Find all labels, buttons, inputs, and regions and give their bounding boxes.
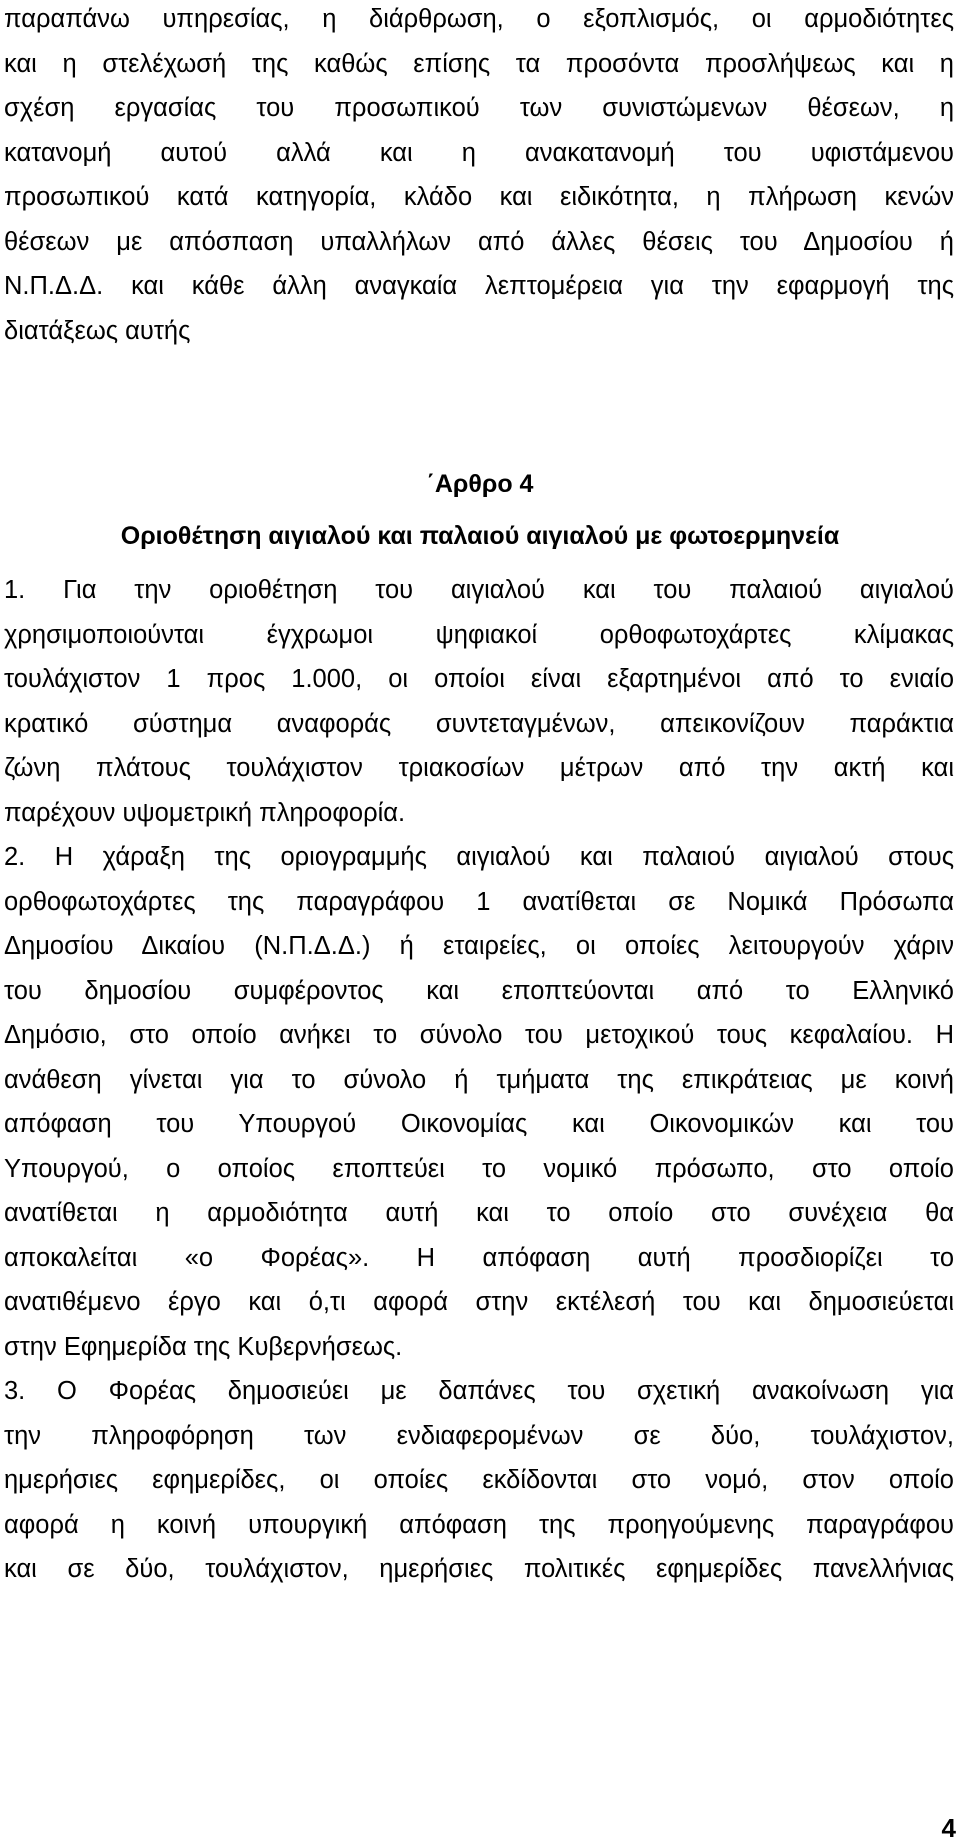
text-line: θέσεων με απόσπαση υπαλλήλων από άλλες θέσεις του Δημοσίου ή (4, 227, 954, 256)
text-line: ορθοφωτοχάρτες της παραγράφου 1 ανατίθεται σε Νομικά Πρόσωπα (4, 887, 954, 916)
text-line: Υπουργού, ο οποίος εποπτεύει το νομικό πρόσωπο, στο οποίο (4, 1154, 954, 1183)
text-line: και η στελέχωσή της καθώς επίσης τα προσόντα προσλήψεως και η (4, 49, 954, 78)
text-line: και σε δύο, τουλάχιστον, ημερήσιες πολιτικές εφημερίδες πανελλήνιας (4, 1555, 954, 1583)
text-line: αποκαλείται «ο Φορέας». Η απόφαση αυτή προσδιορίζει το (4, 1243, 954, 1272)
text-line: αφορά η κοινή υπουργική απόφαση της προηγούμενης παραγράφου (4, 1510, 954, 1539)
text-line: τουλάχιστον 1 προς 1.000, οι οποίοι είναι εξαρτημένοι από το ενιαίο (4, 665, 954, 693)
text-line: 1. Για την οριοθέτηση του αιγιαλού και του παλαιού αιγιαλού (4, 576, 954, 604)
text-line: ανάθεση γίνεται για το σύνολο ή τμήματα της επικράτειας με κοινή (4, 1065, 954, 1094)
text-line: ζώνη πλάτους τουλάχιστον τριακοσίων μέτρων από την ακτή και (4, 754, 954, 782)
text-line: απόφαση του Υπουργού Οικονομίας και Οικονομικών και του (4, 1110, 954, 1138)
text-line: ανατιθέμενο έργο και ό,τι αφορά στην εκτέλεσή του και δημοσιεύεται (4, 1288, 954, 1316)
text-line: 3. Ο Φορέας δημοσιεύει με δαπάνες του σχετική ανακοίνωση για (4, 1377, 954, 1405)
page-number: 4 (941, 1813, 956, 1843)
text-line: σχέση εργασίας του προσωπικού των συνιστώμενων θέσεων, η (4, 94, 954, 122)
intro-paragraph (4, 0, 954, 353)
text-line: την πληροφόρηση των ενδιαφερομένων σε δύο, τουλάχιστον, (4, 1421, 954, 1450)
text-line: στην Εφημερίδα της Κυβερνήσεως. (4, 1332, 403, 1361)
text-line: παρέχουν υψομετρική πληροφορία. (4, 798, 406, 827)
text-line: 2. Η χάραξη της οριογραμμής αιγιαλού και παλαιού αιγιαλού στους (4, 843, 954, 871)
text-line: Δημόσιο, στο οποίο ανήκει το σύνολο του μετοχικού τους κεφαλαίου. Η (4, 1021, 954, 1049)
text-line: κρατικό σύστημα αναφοράς συντεταγμένων, απεικονίζουν παράκτια (4, 709, 954, 738)
text-line: του δημοσίου συμφέροντος και εποπτεύονται από το Ελληνικό (4, 976, 954, 1005)
text-line: διατάξεως αυτής (4, 316, 191, 345)
article-number: ΄Αρθρο 4 (426, 470, 534, 498)
text-line: κατανομή αυτού αλλά και η ανακατανομή του υφιστάμενου (4, 138, 954, 167)
text-line: χρησιμοποιούνται έγχρωμοι ψηφιακοί ορθοφωτοχάρτες κλίμακας (4, 620, 954, 649)
text-line: παραπάνω υπηρεσίας, η διάρθρωση, ο εξοπλισμός, οι αρμοδιότητες (4, 5, 954, 33)
text-line: Δημοσίου Δικαίου (Ν.Π.Δ.Δ.) ή εταιρείες, οι οποίες λειτουργούν χάριν (4, 932, 954, 960)
text-line: ημερήσιες εφημερίδες, οι οποίες εκδίδονται στο νομό, στον οποίο (4, 1466, 954, 1494)
body-paragraphs (4, 568, 954, 1592)
text-line: προσωπικού κατά κατηγορία, κλάδο και ειδικότητα, η πλήρωση κενών (4, 183, 954, 211)
article-title: Οριοθέτηση αιγιαλού και παλαιού αιγιαλού με φωτοερμηνεία (120, 522, 840, 550)
text-line: ανατίθεται η αρμοδιότητα αυτή και το οποίο στο συνέχεια θα (4, 1199, 954, 1227)
text-line: Ν.Π.Δ.Δ. και κάθε άλλη αναγκαία λεπτομέρεια για την εφαρμογή της (4, 272, 954, 300)
